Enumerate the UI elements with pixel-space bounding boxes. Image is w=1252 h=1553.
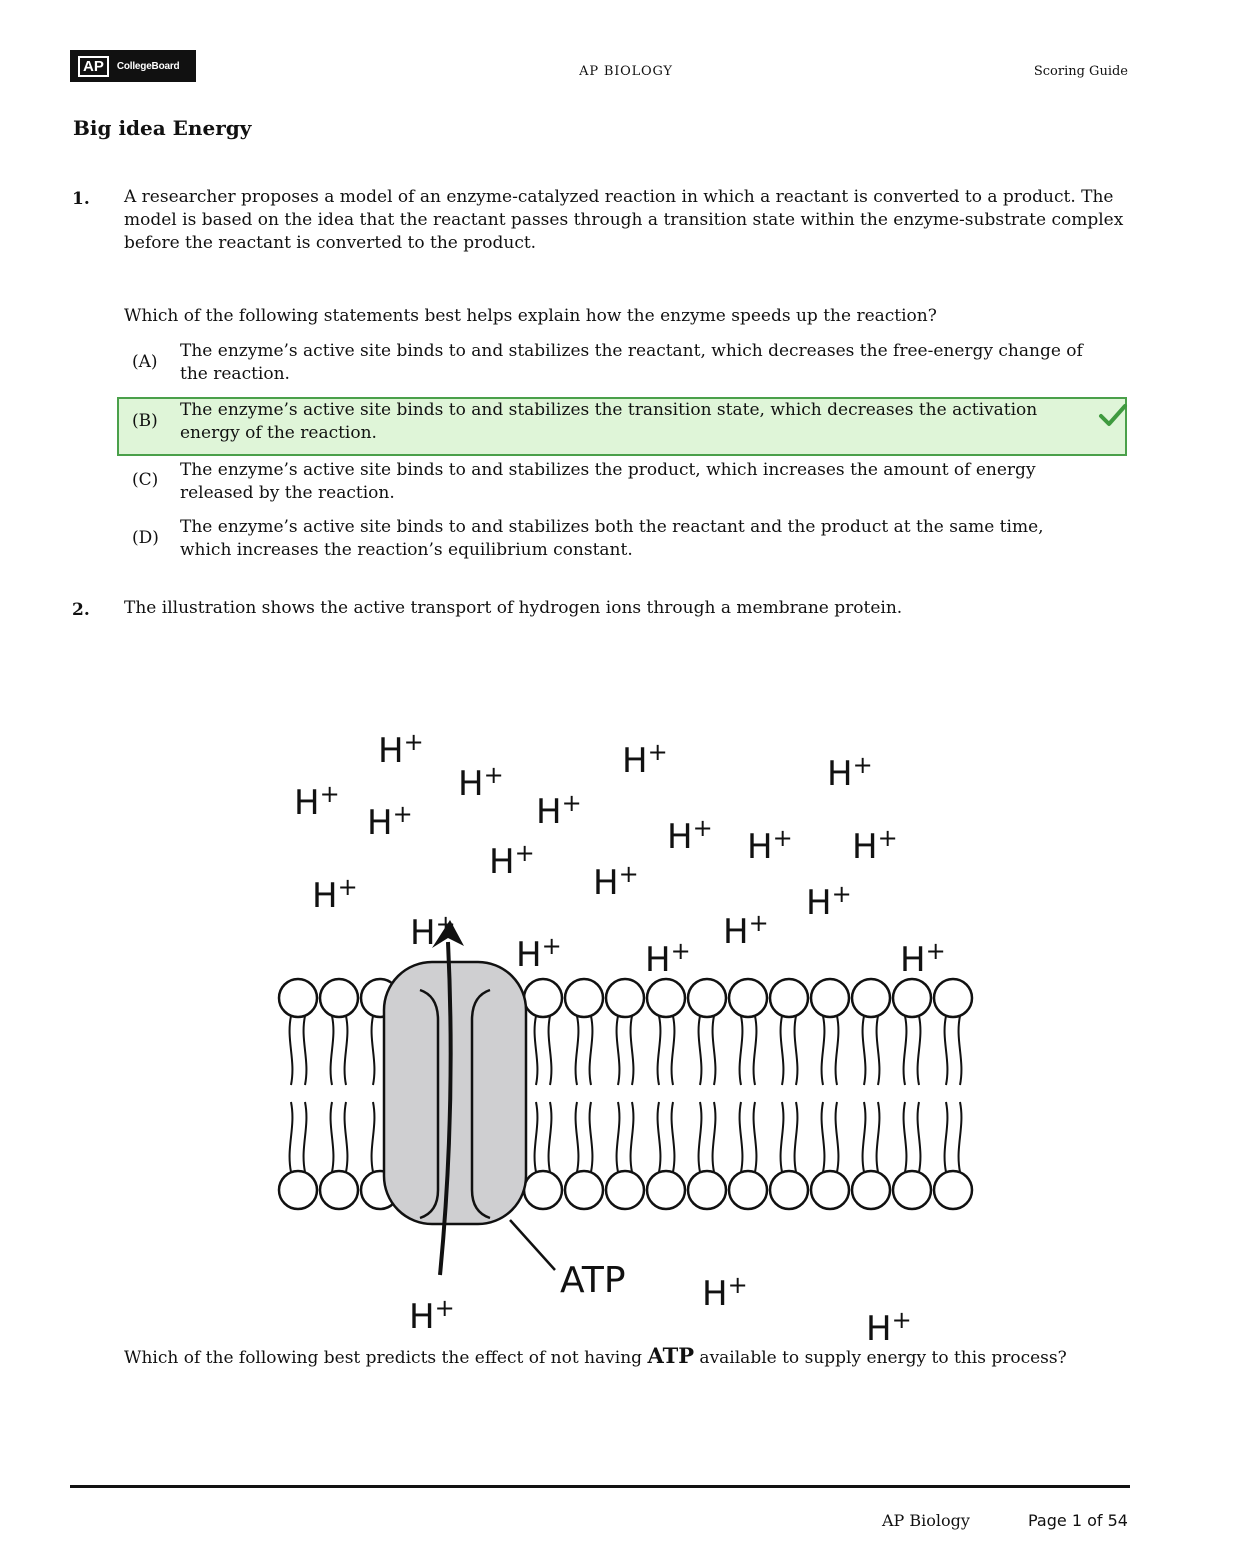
hydrogen-ion: H+ bbox=[294, 780, 340, 823]
lipid-head bbox=[893, 1171, 931, 1209]
lipid-head bbox=[811, 1171, 849, 1209]
option-a-label[interactable]: (A) bbox=[132, 352, 158, 372]
lipid-tail bbox=[631, 1102, 634, 1172]
hydrogen-ion: H+ bbox=[378, 728, 424, 771]
lipid-tail bbox=[836, 1016, 839, 1085]
option-c-label[interactable]: (C) bbox=[132, 470, 159, 490]
q1-stem bbox=[124, 186, 1123, 255]
lipid-tail bbox=[959, 1102, 962, 1172]
lipid-tail bbox=[713, 1016, 716, 1085]
lipid-tail bbox=[822, 1016, 825, 1085]
option-line: released by the reaction. bbox=[180, 483, 395, 503]
lipid-head bbox=[770, 979, 808, 1017]
lipid-tail bbox=[345, 1102, 348, 1172]
atp-label: ATP bbox=[560, 1260, 626, 1301]
hydrogen-ion: H+ bbox=[827, 751, 873, 794]
option-line: which increases the reaction’s equilibrium constant. bbox=[180, 540, 633, 560]
lipid-tail bbox=[754, 1102, 757, 1172]
option-line: The enzyme’s active site binds to and stabilizes both the reactant and the product at the same time, bbox=[180, 517, 1044, 537]
lipid-tail bbox=[699, 1016, 702, 1085]
lipid-head bbox=[606, 979, 644, 1017]
lipid-head bbox=[688, 979, 726, 1017]
lipid-tail bbox=[290, 1102, 293, 1172]
membrane-protein bbox=[384, 962, 526, 1224]
q1-stem-line: model is based on the idea that the reactant passes through a transition state within the enzyme-substrate complex bbox=[124, 210, 1124, 230]
lipid-head bbox=[729, 1171, 767, 1209]
option-b-label[interactable]: (B) bbox=[132, 411, 158, 431]
lipid-head bbox=[852, 979, 890, 1017]
lipid-tail bbox=[918, 1102, 921, 1172]
hydrogen-ion: H+ bbox=[667, 814, 713, 857]
section-title: Big idea Energy bbox=[73, 116, 252, 140]
q2-question-before: Which of the following best predicts the effect of not having bbox=[124, 1348, 648, 1368]
option-line: The enzyme’s active site binds to and stabilizes the transition state, which decreases the activation bbox=[180, 400, 1038, 420]
lipid-head bbox=[647, 979, 685, 1017]
option-c-text[interactable] bbox=[180, 459, 1036, 505]
header-subject: AP BIOLOGY bbox=[579, 64, 673, 79]
lipid-head bbox=[320, 979, 358, 1017]
lipid-tail bbox=[535, 1102, 538, 1172]
lipid-tail bbox=[290, 1016, 293, 1085]
footer-divider bbox=[70, 1485, 1130, 1488]
lipid-tail bbox=[795, 1102, 798, 1172]
lipid-head bbox=[852, 1171, 890, 1209]
lipid-tail bbox=[781, 1016, 784, 1085]
hydrogen-ion: H+ bbox=[312, 873, 358, 916]
lipid-tail bbox=[549, 1102, 552, 1172]
lipid-head bbox=[279, 979, 317, 1017]
hydrogen-ion: H+ bbox=[806, 880, 852, 923]
lipid-head bbox=[688, 1171, 726, 1209]
hydrogen-ion: H+ bbox=[645, 937, 691, 980]
membrane-transport-diagram bbox=[270, 690, 990, 1349]
lipid-tail bbox=[822, 1102, 825, 1172]
lipid-tail bbox=[754, 1016, 757, 1085]
hydrogen-ion: H+ bbox=[702, 1271, 748, 1314]
hydrogen-ion: H+ bbox=[536, 789, 582, 832]
q1-number: 1. bbox=[72, 189, 90, 209]
option-line: the reaction. bbox=[180, 364, 290, 384]
footer-course: AP Biology bbox=[882, 1511, 970, 1530]
lipid-tail bbox=[877, 1016, 880, 1085]
option-line: energy of the reaction. bbox=[180, 423, 377, 443]
hydrogen-ion: H+ bbox=[622, 738, 668, 781]
lipid-tail bbox=[372, 1102, 375, 1172]
hydrogen-ion: H+ bbox=[367, 800, 413, 843]
lipid-tail bbox=[658, 1016, 661, 1085]
hydrogen-ion: H+ bbox=[900, 937, 946, 980]
lipid-head bbox=[811, 979, 849, 1017]
lipid-tail bbox=[617, 1102, 620, 1172]
lipid-tail bbox=[904, 1016, 907, 1085]
lipid-tail bbox=[781, 1102, 784, 1172]
q1-question: Which of the following statements best helps explain how the enzyme speeds up the reaction? bbox=[124, 306, 937, 326]
hydrogen-ion: H+ bbox=[489, 839, 535, 882]
atp-leader-line bbox=[510, 1220, 555, 1270]
option-d-text[interactable] bbox=[180, 516, 1044, 562]
hydrogen-ion: H+ bbox=[852, 824, 898, 867]
hydrogen-ion: H+ bbox=[458, 761, 504, 804]
q1-stem-line: A researcher proposes a model of an enzyme-catalyzed reaction in which a reactant is converted to a product. The bbox=[124, 187, 1114, 207]
lipid-tail bbox=[945, 1102, 948, 1172]
q1-stem-line: before the reactant is converted to the product. bbox=[124, 233, 537, 253]
option-line: The enzyme’s active site binds to and stabilizes the reactant, which decreases the free-energy change of bbox=[180, 341, 1083, 361]
option-a-text[interactable] bbox=[180, 340, 1083, 386]
lipid-head bbox=[279, 1171, 317, 1209]
lipid-tail bbox=[549, 1016, 552, 1085]
lipid-head bbox=[565, 979, 603, 1017]
lipid-tail bbox=[918, 1016, 921, 1085]
lipid-tail bbox=[304, 1102, 307, 1172]
option-b-text[interactable] bbox=[180, 399, 1037, 445]
lipid-tail bbox=[836, 1102, 839, 1172]
lipid-tail bbox=[617, 1016, 620, 1085]
lipid-head bbox=[647, 1171, 685, 1209]
lipid-tail bbox=[904, 1102, 907, 1172]
lipid-tail bbox=[658, 1102, 661, 1172]
option-line: The enzyme’s active site binds to and stabilizes the product, which increases the amount of energy bbox=[180, 460, 1036, 480]
lipid-tail bbox=[576, 1102, 579, 1172]
lipid-tail bbox=[699, 1102, 702, 1172]
lipid-head bbox=[893, 979, 931, 1017]
lipid-head bbox=[934, 1171, 972, 1209]
lipid-tail bbox=[863, 1102, 866, 1172]
lipid-head bbox=[729, 979, 767, 1017]
lipid-tail bbox=[945, 1016, 948, 1085]
lipid-head bbox=[606, 1171, 644, 1209]
lipid-tail bbox=[590, 1102, 593, 1172]
lipid-head bbox=[524, 1171, 562, 1209]
lipid-tail bbox=[713, 1102, 716, 1172]
logo-ap-text: AP bbox=[78, 56, 109, 77]
hydrogen-ion: H+ bbox=[409, 1294, 455, 1337]
lipid-tail bbox=[740, 1016, 743, 1085]
q2-stem: The illustration shows the active transport of hydrogen ions through a membrane protein. bbox=[124, 598, 903, 618]
lipid-tail bbox=[740, 1102, 743, 1172]
footer-page-number: Page 1 of 54 bbox=[1028, 1511, 1128, 1530]
lipid-tail bbox=[959, 1016, 962, 1085]
lipid-tail bbox=[877, 1102, 880, 1172]
lipid-head bbox=[565, 1171, 603, 1209]
hydrogen-ion: H+ bbox=[747, 824, 793, 867]
q2-question-after: available to supply energy to this process? bbox=[694, 1348, 1067, 1368]
lipid-head bbox=[934, 979, 972, 1017]
q2-question bbox=[124, 1344, 1067, 1370]
lipid-head bbox=[770, 1171, 808, 1209]
lipid-tail bbox=[331, 1016, 334, 1085]
lipid-tail bbox=[672, 1016, 675, 1085]
lipid-tail bbox=[535, 1016, 538, 1085]
lipid-tail bbox=[631, 1016, 634, 1085]
lipid-tail bbox=[304, 1016, 307, 1085]
q2-number: 2. bbox=[72, 600, 90, 620]
checkmark-icon bbox=[1098, 402, 1128, 428]
lipid-tail bbox=[372, 1016, 375, 1085]
hydrogen-ion: H+ bbox=[723, 909, 769, 952]
hydrogen-ion: H+ bbox=[410, 910, 456, 953]
lipid-tail bbox=[863, 1016, 866, 1085]
lipid-tail bbox=[795, 1016, 798, 1085]
header-scoring-guide: Scoring Guide bbox=[1033, 64, 1128, 79]
lipid-head bbox=[524, 979, 562, 1017]
lipid-tail bbox=[590, 1016, 593, 1085]
lipid-tail bbox=[576, 1016, 579, 1085]
logo-collegeboard-text: CollegeBoard bbox=[116, 60, 180, 72]
lipid-tail bbox=[672, 1102, 675, 1172]
lipid-head bbox=[320, 1171, 358, 1209]
hydrogen-ion: H+ bbox=[866, 1306, 912, 1349]
option-d-label[interactable]: (D) bbox=[132, 528, 159, 548]
hydrogen-ion: H+ bbox=[516, 932, 562, 975]
lipid-tail bbox=[331, 1102, 334, 1172]
lipid-tail bbox=[345, 1016, 348, 1085]
q2-question-atp: ATP bbox=[647, 1343, 695, 1368]
hydrogen-ion: H+ bbox=[593, 860, 639, 903]
